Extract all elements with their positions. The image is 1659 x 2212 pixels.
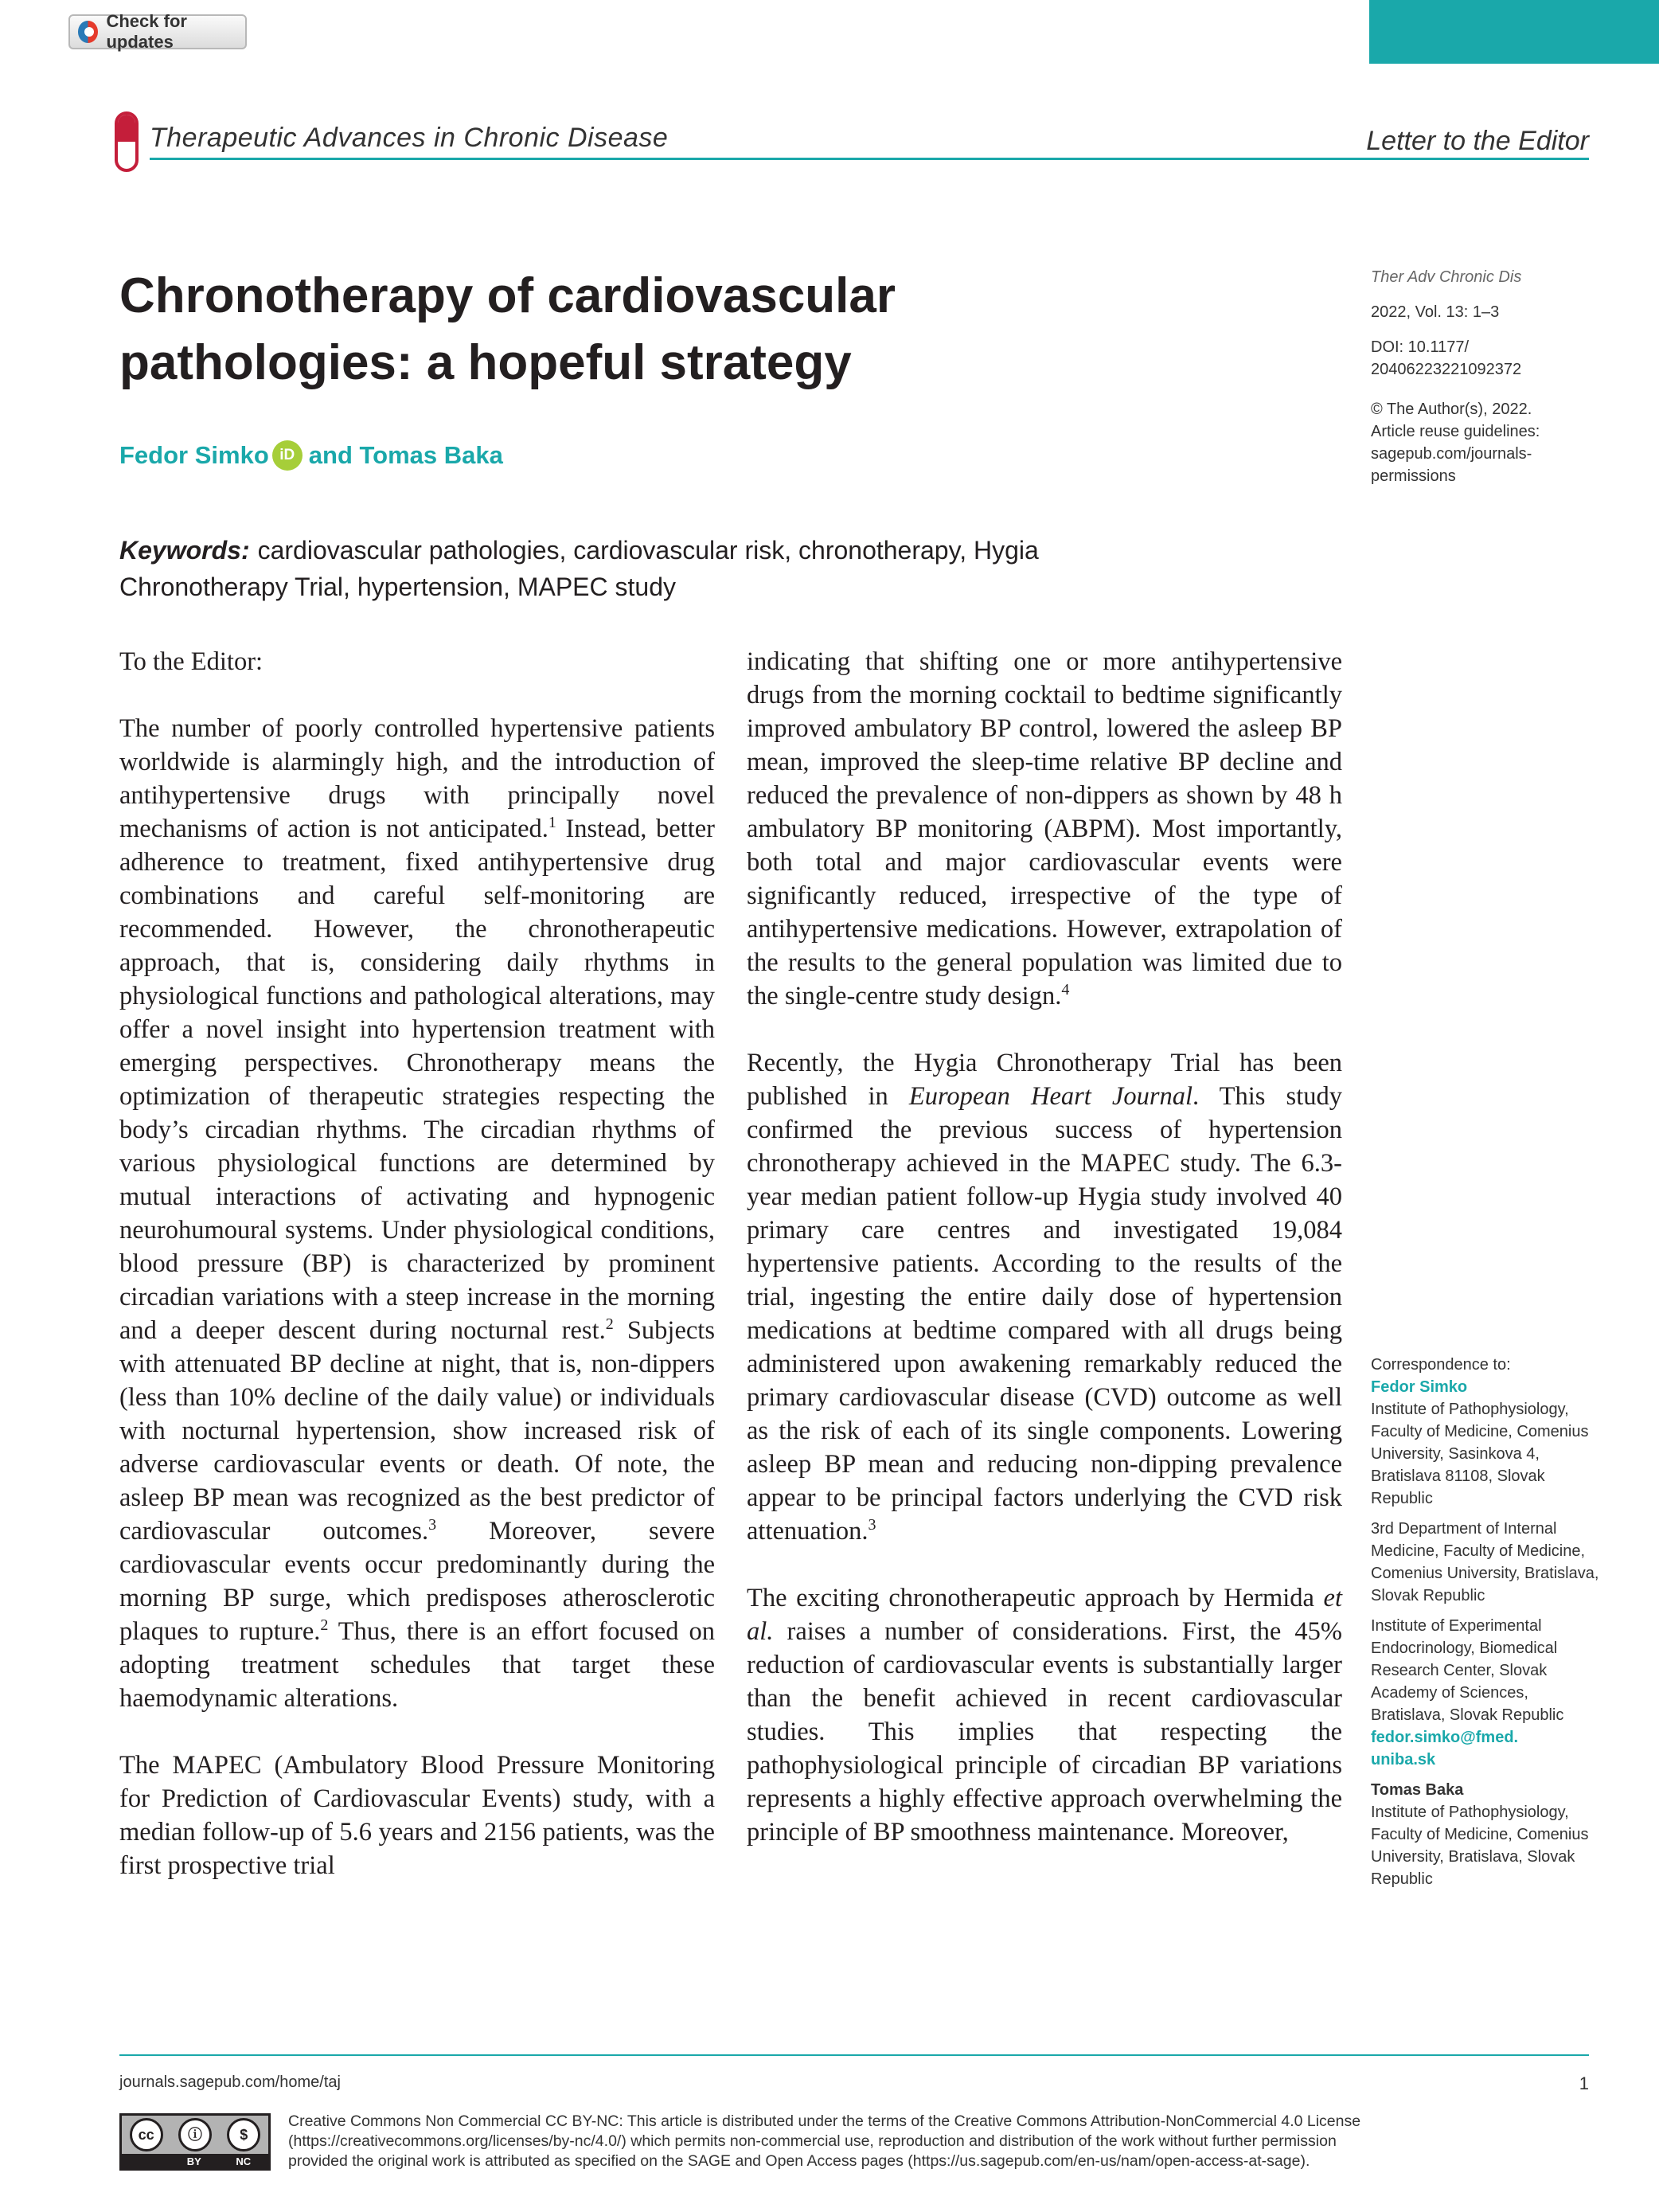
correspondence-name: Fedor Simko bbox=[1371, 1378, 1468, 1396]
author-name-2[interactable]: and Tomas Baka bbox=[308, 441, 503, 469]
reference-marker[interactable]: 2 bbox=[605, 1315, 614, 1334]
creative-commons-license-icon[interactable] bbox=[119, 2113, 271, 2171]
body-column-right bbox=[747, 645, 1342, 1882]
reference-marker[interactable]: 3 bbox=[868, 1516, 876, 1534]
article-title-line-2: pathologies: a hopeful strategy bbox=[119, 335, 852, 390]
check-for-updates-label: Check for updates bbox=[106, 11, 187, 52]
salutation: To the Editor: bbox=[119, 647, 263, 676]
correspondence-email[interactable] bbox=[1371, 1726, 1602, 1771]
reference-marker[interactable]: 4 bbox=[1061, 981, 1070, 999]
license-text: Creative Commons Non Commercial CC BY-NC: This article is distributed under the terms of the Creative Commons Attribution-NonCommercial 4.0 License (https://creativecommons.org/licenses/by-nc/4.0/) which permits non-commercial use, reproduction and distribution of the work without further permission provided the original work is attributed as specified on the SAGE and Open Access pages (https://us.sagepub.com/en-us/nam/open-access-at-sage). bbox=[288, 2112, 1361, 2170]
correspondence-label: Correspondence to: bbox=[1371, 1356, 1511, 1374]
reference-marker[interactable]: 2 bbox=[320, 1616, 329, 1635]
reuse-link-2[interactable]: permissions bbox=[1371, 467, 1456, 485]
author-list bbox=[119, 440, 503, 471]
crossmark-icon bbox=[78, 21, 98, 43]
affiliation-3: Institute of Experimental Endocrinology, Biomedical Research Center, Slovak Academy of Sciences, Bratislava, Slovak Republic bbox=[1371, 1617, 1564, 1724]
paragraph-2: The MAPEC (Ambulatory Blood Pressure Monitoring for Prediction of Cardiovascular Events) study, with a median follow-up of 5.6 years and 2156 patients, was the first prospective trial bbox=[119, 1751, 715, 1880]
keywords-label: Keywords: bbox=[119, 536, 250, 565]
affiliation-1: Institute of Pathophysiology, Faculty of Medicine, Comenius University, Sasinkova 4, Bratislava 81108, Slovak Republic bbox=[1371, 1401, 1589, 1507]
page-number: 1 bbox=[1579, 2073, 1589, 2093]
corner-accent-bar bbox=[1369, 0, 1659, 64]
noncommercial-icon: $ bbox=[227, 2118, 260, 2151]
journal-title: Therapeutic Advances in Chronic Disease bbox=[150, 123, 669, 153]
copyright: © The Author(s), 2022. bbox=[1371, 401, 1532, 418]
copyright-block bbox=[1371, 398, 1602, 487]
paragraph-2-continued: indicating that shifting one or more antihypertensive drugs from the morning cocktail to bedtime significantly improved ambulatory BP control, lowered the asleep BP mean, improved the sleep-time relative BP decline and reduced the prevalence of non-dippers as shown by 48 h ambulatory BP monitoring (ABPM). Most importantly, both total and major cardiovascular events were significantly reduced, irrespective of the type of antihypertensive medications. However, extrapolation of the results to the general population was limited due to the single-centre study design.$^4$ bbox=[747, 647, 1342, 1010]
journal-abbreviation: Ther Adv Chronic Dis bbox=[1371, 268, 1522, 286]
doi-line-1: DOI: 10.1177/ bbox=[1371, 338, 1470, 356]
author-name-1[interactable]: Fedor Simko bbox=[119, 441, 269, 469]
body-column-left bbox=[119, 645, 715, 1916]
article-type: Letter to the Editor bbox=[1366, 126, 1589, 156]
journal-logo-icon bbox=[115, 111, 139, 172]
article-title bbox=[119, 263, 1075, 397]
reuse-line-1: Article reuse guidelines: bbox=[1371, 423, 1540, 440]
article-title-line-1: Chronotherapy of cardiovascular bbox=[119, 268, 896, 323]
affiliation-4: Institute of Pathophysiology, Faculty of Medicine, Comenius University, Bratislava, Slovak Republic bbox=[1371, 1804, 1589, 1888]
keywords-text: cardiovascular pathologies, cardiovascular risk, chronotherapy, Hygia Chronotherapy Trial, hypertension, MAPEC study bbox=[119, 536, 1039, 601]
cc-by-label: BY bbox=[186, 2155, 201, 2167]
email-line-1: fedor.simko@fmed. bbox=[1371, 1729, 1519, 1746]
cc-nc-label: NC bbox=[236, 2155, 252, 2167]
reuse-link-1[interactable]: sagepub.com/journals- bbox=[1371, 445, 1532, 463]
paragraph-3: Recently, the Hygia Chronotherapy Trial has been published in European Heart Journal. This study confirmed the previous success of hypertension chronotherapy achieved in the MAPEC study. The 6.3-year median patient follow-up Hygia study involved 40 primary care centres and investigated 19,084 hypertensive patients. According to the results of the trial, ingesting the entire daily dose of hypertension medications at bedtime compared with all drugs being administered upon awakening remarkably reduced the primary cardiovascular disease (CVD) outcome as well as the risk of each of its single components. Lowering asleep BP mean and reducing non-dipping prevalence appear to be principal factors underlying the CVD risk attenuation.$^3$ bbox=[747, 1049, 1342, 1546]
attribution-icon: ⓘ bbox=[178, 2118, 212, 2151]
affiliation-2: 3rd Department of Internal Medicine, Faculty of Medicine, Comenius University, Bratislava, Slovak Republic bbox=[1371, 1520, 1599, 1604]
second-author-name: Tomas Baka bbox=[1371, 1781, 1464, 1799]
doi[interactable] bbox=[1371, 336, 1602, 381]
orcid-icon[interactable]: iD bbox=[272, 440, 303, 471]
reference-marker[interactable]: 1 bbox=[548, 814, 556, 832]
email-line-2: uniba.sk bbox=[1371, 1751, 1436, 1768]
check-for-updates-button[interactable] bbox=[68, 11, 247, 52]
paragraph-1: The number of poorly controlled hypertensive patients worldwide is alarmingly high, and the introduction of antihypertensive drugs with principally novel mechanisms of action is not anticipated.$^1$ Instead, better adherence to treatment, fixed antihypertensive drug combinations and careful self-monitoring are recommended. However, the chronotherapeutic approach, that is, considering daily rhythms in physiological functions and pathological alterations, may offer a novel insight into hypertension treatment with emerging perspectives. Chronotherapy means the optimization of therapeutic strategies respecting the body’s circadian rhythms. The circadian rhythms of various physiological functions are determined by mutual interactions of activating and hypnogenic neurohumoural systems. Under physiological conditions, blood pressure (BP) is characterized by prominent circadian variations with a steep increase in the morning and a deeper descent during nocturnal rest.$^2$ Subjects with attenuated BP decline at night, that is, non-dippers (less than 10% decline of the daily value) or individuals with nocturnal hypertension, show increased risk of adverse cardiovascular events or death. Of note, the asleep BP mean was recognized as the best predictor of cardiovascular outcomes.$^3$ Moreover, severe cardiovascular events occur predominantly during the morning BP surge, which predisposes atherosclerotic plaques to rupture.$^2$ Thus, there is an effort focused on adopting treatment schedules that target these haemodynamic alterations. bbox=[119, 714, 715, 1713]
keywords bbox=[119, 532, 1202, 605]
footer-divider bbox=[119, 2054, 1589, 2056]
correspondence-block bbox=[1371, 1354, 1602, 1890]
paragraph-4: The exciting chronotherapeutic approach by Hermida et al. raises a number of considerations. First, the 45% reduction of cardiovascular events is substantially larger than the benefit achieved in recent cardiovascular studies. This implies that respecting the pathophysiological principle of circadian BP variations represents a highly effective approach overwhelming the principle of BP smoothness maintenance. Moreover, bbox=[747, 1584, 1342, 1847]
volume-info: 2022, Vol. 13: 1–3 bbox=[1371, 303, 1500, 321]
reference-marker[interactable]: 3 bbox=[428, 1516, 437, 1534]
footer-journal-link[interactable]: journals.sagepub.com/home/taj bbox=[119, 2073, 341, 2091]
header-divider bbox=[150, 158, 1589, 160]
cc-icon: cc bbox=[130, 2118, 163, 2151]
doi-line-2: 20406223221092372 bbox=[1371, 361, 1522, 378]
